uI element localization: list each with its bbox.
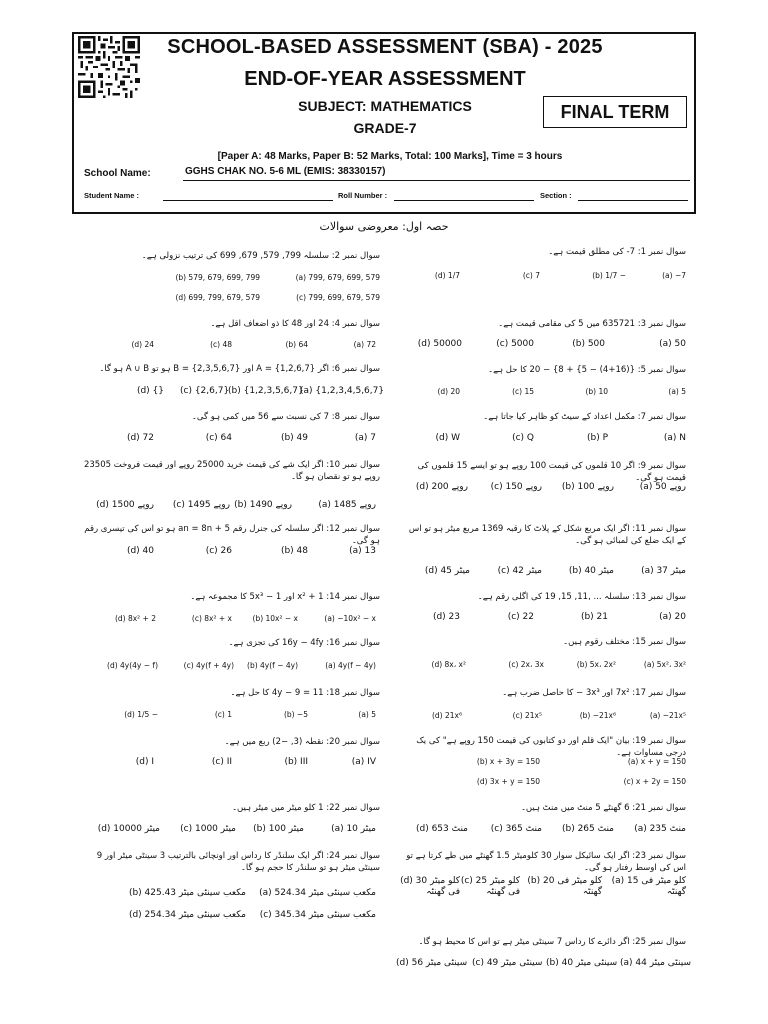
q14-option-a[interactable]: (a) −10x² − x [324,614,376,623]
q24-option-d[interactable]: (d) 254.34 مکعب سینٹی میٹر [128,910,246,920]
marks-info: [Paper A: 48 Marks, Paper B: 52 Marks, Total: 100 Marks], Time = 3 hours [217,151,563,162]
q15-option-b[interactable]: (b) 5x، 2x² [576,660,616,669]
q8-option-d[interactable]: (d) 72 [126,433,154,443]
q14-option-c[interactable]: (c) 8x² + x [191,614,232,623]
q11-option-c[interactable]: (c) 42 میٹر [497,566,542,576]
q22-option-b[interactable]: (b) 100 میٹر [253,824,304,834]
q21-option-a[interactable]: (a) 235 منٹ [634,824,686,834]
grade-label: GRADE-7 [353,120,417,136]
question-25: سوال نمبر 25: اگر دائرے کا رداس 7 سینٹی میٹر ہے تو اس کا محیط ہو گا۔ [418,937,686,947]
subject-label: SUBJECT: MATHEMATICS [298,98,472,114]
q1-option-a[interactable]: (a) −7 [662,271,686,280]
q3-option-a[interactable]: (a) 50 [659,339,686,349]
q16-option-b[interactable]: (b) 4y(f − 4y) [247,661,298,670]
question-6: سوال نمبر 6: اگر A = {1,2,6,7} اور B = {2,3,5,6,7} ہو تو A ∪ B ہو گا۔ [99,364,380,374]
q5-option-c[interactable]: (c) 15 [512,387,534,396]
q3-option-b[interactable]: (b) 500 [572,339,605,349]
q12-option-d[interactable]: (d) 40 [126,546,154,556]
q13-option-d[interactable]: (d) 23 [432,612,460,622]
q13-option-a[interactable]: (a) 20 [659,612,686,622]
roll-number-field[interactable] [394,200,534,201]
qr-code-icon [78,36,140,98]
question-1: سوال نمبر 1: 7- کی مطلق قیمت ہے۔ [548,247,686,257]
q15-option-a[interactable]: (a) 5x²، 3x² [643,660,686,669]
q7-option-c[interactable]: (c) Q [512,433,534,443]
section-title: حصہ اول: معروضی سوالات [319,220,449,233]
q24-option-a[interactable]: (a) 524.34 مکعب سینٹی میٹر [259,888,376,898]
q17-option-a[interactable]: (a) −21x⁵ [649,711,686,720]
q2-option-d[interactable]: (d) 699, 799, 679, 579 [175,293,260,302]
question-24: سوال نمبر 24: اگر ایک سلنڈر کا رداس اور اونچائی بالترتیب 3 سینٹی میٹر اور 9 سینٹی میٹر ہو تو سلنڈر کا حجم ہو گا۔ [96,851,380,873]
q19-option-a[interactable]: (a) x + y = 150 [627,757,686,766]
q2-option-b[interactable]: (b) 579, 679, 699, 799 [175,273,260,282]
q16-option-c[interactable]: (c) 4y(f + 4y) [183,661,234,670]
q19-option-d[interactable]: (d) 3x + y = 150 [476,777,540,786]
page-title: SCHOOL-BASED ASSESSMENT (SBA) - 2025 [167,36,603,58]
q21-option-d[interactable]: (d) 653 منٹ [415,824,468,834]
section-label: Section : [540,191,572,200]
q10-option-d[interactable]: (d) 1500 روپے [96,500,154,510]
q17-option-b[interactable]: (b) −21x⁶ [579,711,616,720]
q3-option-c[interactable]: (c) 5000 [496,339,534,349]
q9-option-b[interactable]: (b) 100 روپے [561,482,614,492]
q18-option-d[interactable]: (d) 1/5 − [124,710,158,719]
question-4: سوال نمبر 4: 24 اور 48 کا ذو اضعاف اقل ہے۔ [210,319,380,329]
school-name-underline [183,180,690,181]
q7-option-b[interactable]: (b) P [586,433,608,443]
q18-option-c[interactable]: (c) 1 [214,710,232,719]
q14-option-d[interactable]: (d) 8x² + 2 [114,614,156,623]
q10-option-c[interactable]: (c) 1495 روپے [172,500,230,510]
q23-option-b[interactable]: (b) 20 کلو میٹر فی گھنٹہ [527,876,602,897]
q8-option-c[interactable]: (c) 64 [205,433,232,443]
question-23: سوال نمبر 23: اگر ایک سائیکل سوار 30 کلومیٹر 1.5 گھنٹے میں طے کرتا ہے تو اس کی اوسط رفتار ہو گی۔ [406,851,686,873]
q15-option-d[interactable]: (d) 8x، x² [431,660,466,669]
q20-option-c[interactable]: (c) II [211,757,232,767]
q4-option-d[interactable]: (d) 24 [131,340,154,349]
question-10: سوال نمبر 10: اگر ایک شے کی قیمت خرید 25000 روپے اور قیمت فروخت 23505 روپے ہو تو نقصان ہو گا۔ [83,460,380,482]
q19-option-c[interactable]: (c) x + 2y = 150 [623,777,686,786]
q15-option-c[interactable]: (c) 2x، 3x [508,660,544,669]
q5-option-d[interactable]: (d) 20 [437,387,460,396]
q9-option-a[interactable]: (a) 50 روپے [639,482,686,492]
q2-option-c[interactable]: (c) 799, 699, 679, 579 [296,293,380,302]
q17-option-c[interactable]: (c) 21x⁵ [512,711,542,720]
q6-option-a[interactable]: (a) {1,2,3,4,5,6,7} [300,386,385,396]
q11-option-b[interactable]: (b) 40 میٹر [568,566,614,576]
q4-option-b[interactable]: (b) 64 [285,340,308,349]
q7-option-d[interactable]: (d) W [435,433,460,443]
q3-option-d[interactable]: (d) 50000 [417,339,462,349]
q6-option-d[interactable]: (d) {} [136,386,164,396]
q4-option-c[interactable]: (c) 48 [210,340,232,349]
q12-option-a[interactable]: (a) 13 [349,546,376,556]
q25-option-b[interactable]: (b) 40 سینٹی میٹر [546,958,618,968]
term-badge: FINAL TERM [543,96,687,128]
q20-option-d[interactable]: (d) I [135,757,154,767]
q20-option-b[interactable]: (b) III [284,757,308,767]
question-2: سوال نمبر 2: سلسلہ 799, 579, 679, 699 کی ترتیب نزولی ہے۔ [141,251,380,261]
q22-option-a[interactable]: (a) 10 میٹر [331,824,376,834]
q1-option-b[interactable]: (b) 1/7 − [592,271,626,280]
q13-option-c[interactable]: (c) 22 [507,612,534,622]
section-field[interactable] [578,200,688,201]
q1-option-c[interactable]: (c) 7 [522,271,540,280]
question-7: سوال نمبر 7: مکمل اعداد کے سیٹ کو ظاہر کیا جاتا ہے۔ [483,412,686,422]
q12-option-c[interactable]: (c) 26 [205,546,232,556]
q16-option-a[interactable]: (a) 4y(f − 4y) [325,661,376,670]
q11-option-d[interactable]: (d) 45 میٹر [424,566,470,576]
q22-option-d[interactable]: (d) 10000 میٹر [97,824,160,834]
question-14: سوال نمبر 14: x² + 1 اور 5x³ − 1 کا مجموعہ ہے۔ [190,592,380,602]
school-name-label: School Name: [84,168,151,179]
question-13: سوال نمبر 13: سلسلہ ... ,11, 15, 19 کی اگلی رقم ہے۔ [477,592,686,602]
question-17: سوال نمبر 17: 7x² اور 3x³ − کا حاصل ضرب ہے۔ [502,688,686,698]
q9-option-d[interactable]: (d) 200 روپے [415,482,468,492]
question-3: سوال نمبر 3: 635721 میں 5 کی مقامی قیمت ہے۔ [498,319,686,329]
question-5: سوال نمبر 5: {(16+4) − 5} + 8} − 20 کا حل ہے۔ [488,365,686,375]
student-name-field[interactable] [163,200,333,201]
q11-option-a[interactable]: (a) 37 میٹر [641,566,686,576]
q20-option-a[interactable]: (a) IV [351,757,376,767]
q8-option-a[interactable]: (a) 7 [354,433,376,443]
q23-option-c[interactable]: (c) 25 کلو میٹر فی گھنٹہ [460,876,520,897]
q5-option-a[interactable]: (a) 5 [668,387,686,396]
q18-option-b[interactable]: (b) −5 [283,710,308,719]
q1-option-d[interactable]: (d) 1/7 [434,271,460,280]
q25-option-a[interactable]: (a) 44 سینٹی میٹر [620,958,691,968]
q25-option-d[interactable]: (d) 56 سینٹی میٹر [396,958,468,968]
q4-option-a[interactable]: (a) 72 [353,340,376,349]
q14-option-b[interactable]: (b) 10x² − x [252,614,298,623]
q7-option-a[interactable]: (a) N [663,433,686,443]
q16-option-d[interactable]: (d) 4y(4y − f) [107,661,158,670]
q22-option-c[interactable]: (c) 1000 میٹر [180,824,236,834]
q8-option-b[interactable]: (b) 49 [280,433,308,443]
q12-option-b[interactable]: (b) 48 [280,546,308,556]
question-15: سوال نمبر 15: مختلف رقوم ہیں۔ [563,637,686,647]
question-12: سوال نمبر 12: اگر سلسلہ کی جنرل رقم an = 8n + 5 ہو تو اس کی تیسری رقم ہو گی۔ [84,524,380,546]
question-8: سوال نمبر 8: 7 کی نسبت سے 56 میں کمی ہو گی۔ [191,412,380,422]
q18-option-a[interactable]: (a) 5 [358,710,376,719]
page-subtitle: END-OF-YEAR ASSESSMENT [244,68,526,90]
q21-option-b[interactable]: (b) 265 منٹ [561,824,614,834]
q19-option-b[interactable]: (b) x + 3y = 150 [476,757,540,766]
q10-option-b[interactable]: (b) 1490 روپے [234,500,292,510]
question-22: سوال نمبر 22: 1 کلو میٹر میں میٹر ہیں۔ [232,803,380,813]
q5-option-b[interactable]: (b) 10 [585,387,608,396]
q25-option-c[interactable]: (c) 49 سینٹی میٹر [472,958,543,968]
q6-option-b[interactable]: (b) {1,2,3,5,6,7} [228,386,304,396]
student-name-label: Student Name : [84,191,140,200]
q24-option-b[interactable]: (b) 425.43 مکعب سینٹی میٹر [128,888,246,898]
q10-option-a[interactable]: (a) 1485 روپے [318,500,376,510]
q2-option-a[interactable]: (a) 799, 679, 699, 579 [295,273,380,282]
q24-option-c[interactable]: (c) 345.34 مکعب سینٹی میٹر [259,910,376,920]
q23-option-d[interactable]: (d) 30 کلو میٹر فی گھنٹہ [400,876,460,897]
q23-option-a[interactable]: (a) 15 کلو میٹر فی گھنٹہ [611,876,686,897]
question-20: سوال نمبر 20: نقطہ (3, −2) ربع میں ہے۔ [224,737,380,747]
roll-number-label: Roll Number : [338,191,388,200]
question-11: سوال نمبر 11: اگر ایک مربع شکل کے پلاٹ کا رقبہ 1369 مربع میٹر ہو تو اس کے ایک ضلع کی لمبائی ہو گی۔ [408,524,686,546]
question-19: سوال نمبر 19: بیان "ایک قلم اور دو کتابوں کی قیمت 150 روپے ہے" کی یک درجی مساوات ہے۔ [416,736,686,758]
q21-option-c[interactable]: (c) 365 منٹ [490,824,542,834]
question-9: سوال نمبر 9: اگر 10 قلموں کی قیمت 100 روپے ہو تو ایسے 15 قلموں کی قیمت ہو گی۔ [417,461,686,483]
q9-option-c[interactable]: (c) 150 روپے [490,482,542,492]
question-18: سوال نمبر 18: 4y − 9 = 11 کا حل ہے۔ [230,688,380,698]
q13-option-b[interactable]: (b) 21 [580,612,608,622]
q17-option-d[interactable]: (d) 21x⁶ [432,711,462,720]
q6-option-c[interactable]: (c) {2,6,7} [180,386,230,396]
school-name-value: GGHS CHAK NO. 5-6 ML (EMIS: 38330157) [185,166,386,177]
question-21: سوال نمبر 21: 6 گھنٹے 5 منٹ میں منٹ ہیں۔ [520,803,686,813]
question-16: سوال نمبر 16: 16y − 4fy کی تجزی ہے۔ [228,638,380,648]
